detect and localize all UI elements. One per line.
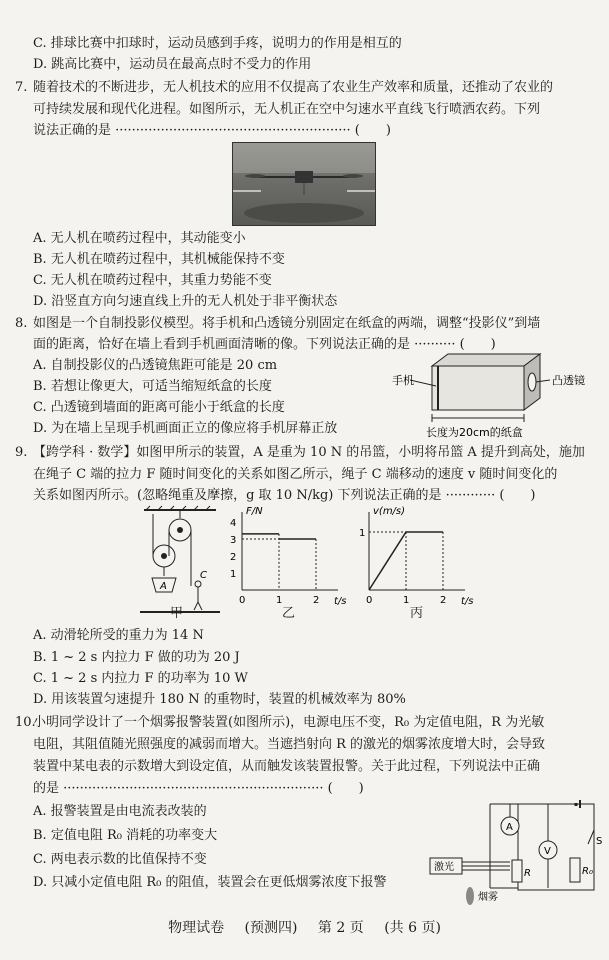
x-tick-label: 2 <box>440 595 447 606</box>
q6-option-d: D. 跳高比赛中，运动员在最高点时不受力的作用 <box>33 57 312 72</box>
q9-stem-1: 【跨学科 · 数学】如图甲所示的装置，A 是重为 10 N 的吊篮，小明将吊篮 A 提升到高处，施加 <box>33 445 585 460</box>
q8-option-d: D. 为在墙上呈现手机画面正立的像应将手机屏幕正放 <box>33 421 338 436</box>
q9-stem-3: 关系如图丙所示。(忽略绳重及摩擦，g 取 10 N/kg) 下列说法正确的是 ············ ( ) <box>33 488 536 503</box>
q9-option-a: A. 动滑轮所受的重力为 14 N <box>33 628 204 643</box>
label-basket-a: A <box>160 581 167 592</box>
label-lens: 凸透镜 <box>552 374 585 387</box>
q8-stem-1: 如图是一个自制投影仪模型。将手机和凸透镜分别固定在纸盒的两端，调整“投影仪”到墙 <box>33 316 541 331</box>
y-tick-label: 3 <box>230 535 237 546</box>
q9-option-d: D. 用该装置匀速提升 180 N 的重物时，装置的机械效率为 80% <box>33 692 406 707</box>
q7-option-c: C. 无人机在喷药过程中，其重力势能不变 <box>33 273 272 288</box>
label-end-c: C <box>200 570 207 581</box>
q10-stem-1: 小明同学设计了一个烟雾报警装置(如图所示)，电源电压不变，R₀ 为定值电阻，R 为光敏 <box>33 715 545 730</box>
x-tick-label: 0 <box>366 595 373 606</box>
x-tick-label: 2 <box>313 595 320 606</box>
q8-option-a: A. 自制投影仪的凸透镜焦距可能是 20 cm <box>33 358 278 373</box>
q7-number: 7. <box>15 80 28 95</box>
y-tick-label: 2 <box>230 552 237 563</box>
ammeter-label: A <box>506 822 513 833</box>
fig-label-yi: 乙 <box>282 606 296 621</box>
q7-option-b: B. 无人机在喷药过程中，其机械能保持不变 <box>33 252 285 267</box>
label-box-length: 长度为20cm的纸盒 <box>426 426 523 439</box>
q7-stem-2: 可持续发展和现代化进程。如图所示，无人机正在空中匀速水平直线飞行喷洒农药。下列 <box>33 102 541 117</box>
q7-option-a: A. 无人机在喷药过程中，其动能变小 <box>33 231 246 246</box>
q8-stem-2: 面的距离，恰好在墙上看到手机画面清晰的像。下列说法正确的是 ·········· ( ) <box>33 337 496 352</box>
q10-option-c: C. 两电表示数的比值保持不变 <box>33 852 207 867</box>
q10-number: 10. <box>15 715 36 730</box>
page-footer <box>0 917 609 937</box>
x-axis-label: t/s <box>334 596 347 607</box>
drone-icon <box>233 143 375 225</box>
q10-stem-4: 的是 ······························································· ( ) <box>33 781 364 796</box>
q8-number: 8. <box>15 316 28 331</box>
q10-option-d: D. 只减小定值电阻 R₀ 的阻值，装置会在更低烟雾浓度下报警 <box>33 875 387 890</box>
label-phone: 手机 <box>392 374 414 387</box>
resistor-r0-label: R₀ <box>582 866 593 877</box>
q10-stem-2: 电阻，其阻值随光照强度的减弱而增大。当遮挡射向 R 的激光的烟雾浓度增大时，会导致 <box>33 737 546 752</box>
x-tick-label: 1 <box>276 595 283 606</box>
velocity-time-chart <box>355 506 474 607</box>
q8-option-b: B. 若想让像更大，可适当缩短纸盒的长度 <box>33 379 272 394</box>
switch-label: S <box>596 836 603 847</box>
q9-option-c: C. 1 ~ 2 s 内拉力 F 的功率为 10 W <box>33 671 248 686</box>
footer-edition: (预测四) <box>244 920 298 936</box>
footer-page: 第 2 页 <box>317 920 364 936</box>
y-tick-label: 4 <box>230 518 237 529</box>
footer-total: (共 6 页) <box>384 920 441 936</box>
resistor-r-label: R <box>524 868 531 879</box>
x-tick-label: 0 <box>239 595 246 606</box>
smoke-label: 烟雾 <box>478 892 498 903</box>
circuit-figure <box>430 800 606 912</box>
x-axis-label: t/s <box>461 596 474 607</box>
q10-option-b: B. 定值电阻 R₀ 消耗的功率变大 <box>33 828 218 843</box>
y-axis-label: F/N <box>246 506 263 517</box>
force-time-chart <box>228 506 347 607</box>
laser-label: 激光 <box>434 862 454 873</box>
y-tick-label: 1 <box>230 569 237 580</box>
fig-label-bing: 丙 <box>410 606 424 621</box>
q7-stem-1: 随着技术的不断进步，无人机技术的应用不仅提高了农业生产效率和质量，还推动了农业的 <box>33 80 554 95</box>
q8-option-c: C. 凸透镜到墙面的距离可能小于纸盒的长度 <box>33 400 285 415</box>
q7-option-d: D. 沿竖直方向匀速直线上升的无人机处于非平衡状态 <box>33 294 338 309</box>
q6-option-c: C. 排球比赛中扣球时，运动员感到手疼，说明力的作用是相互的 <box>33 36 402 51</box>
y-axis-label: v(m/s) <box>373 506 406 517</box>
q10-stem-3: 装置中某电表的示数增大到设定值，从而触发该装置报警。关于此过程，下列说法中正确 <box>33 759 541 774</box>
y-tick-label: 1 <box>359 528 366 539</box>
q7-stem-3: 说法正确的是 ························································· ( ) <box>33 123 391 138</box>
q10-option-a: A. 报警装置是由电流表改装的 <box>33 804 207 819</box>
q9-option-b: B. 1 ~ 2 s 内拉力 F 做的功为 20 J <box>33 650 240 665</box>
x-tick-label: 1 <box>403 595 410 606</box>
drone-photo <box>232 142 376 226</box>
q9-stem-2: 在绳子 C 端的拉力 F 随时间变化的关系如图乙所示，绳子 C 端移动的速度 v 随时间变化的 <box>33 467 558 482</box>
footer-subject: 物理试卷 <box>168 920 225 936</box>
fig-label-jia: 甲 <box>170 606 184 621</box>
projector-figure <box>390 352 600 442</box>
voltmeter-label: V <box>544 846 551 857</box>
q9-number: 9. <box>15 445 28 460</box>
